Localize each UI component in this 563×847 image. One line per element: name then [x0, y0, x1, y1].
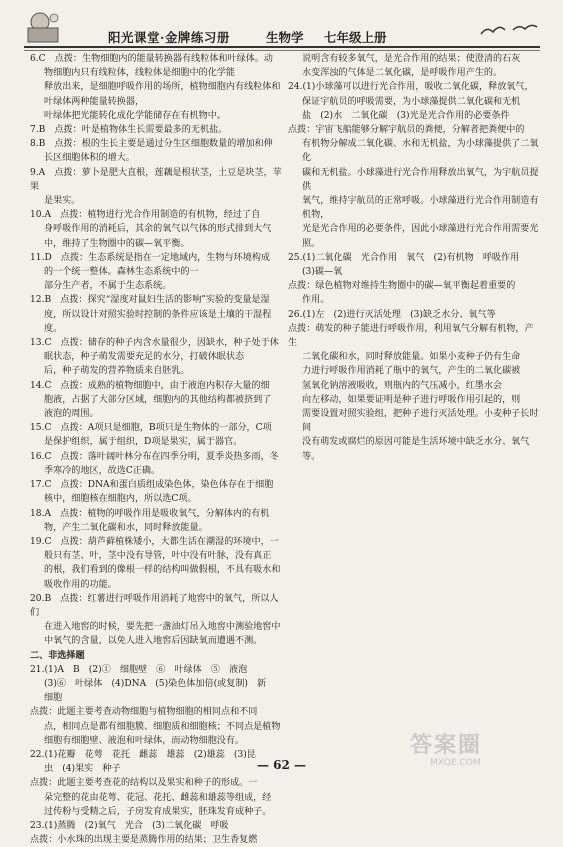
answer-line: 25.(1)二氧化碳 光合作用 氧气 (2)有机物 呼吸作用: [288, 252, 520, 263]
answer-line: 23.(1)蒸腾 (2)氧气 光合 (3)二氧化碳 呼吸: [30, 820, 229, 831]
answer-line: 20.B 点拨：红薯进行呼吸作用消耗了地窖中的氧气，所以人们: [30, 593, 279, 618]
answer-line: 力进行呼吸作用消耗了瓶中的氧气，产生的二氧化碳被: [302, 366, 521, 377]
answer-line: 氧气，维持宇航员的正常呼吸。小球藻进行光合作用制造有机物，: [302, 196, 539, 221]
answer-line: 身呼吸作用的消耗后，其余的氧气以气体的形式排到大气: [44, 224, 272, 235]
answer-line: 点拨：萌发的种子能进行呼吸作用，利用氧气分解有机物，产生: [288, 323, 534, 349]
answer-line: 叶绿体把光能转化成化学能储存在有机物中。: [44, 110, 226, 121]
left-column: [30, 52, 282, 847]
answer-line: 16.C 点拨：落叶阔叶林分布在四季分明，夏季炎热多雨，冬: [30, 451, 279, 462]
answer-line: 没有萌发或腐烂的原因可能是生活环境中缺乏水分、氧气等。: [302, 437, 530, 462]
answer-line: 13.C 点拨：储存的种子内含水量很少，因缺水，种子处于休: [30, 338, 279, 349]
right-column: [288, 52, 540, 464]
answer-line: 24.(1)小球藻可以进行光合作用，吸收二氧化碳，释放氧气，: [288, 82, 534, 93]
answer-line: 部分生产者，不属于生态系统。: [44, 281, 172, 292]
answer-line: 般只有茎、叶，茎中没有导管，叶中没有叶脉，没有真正: [44, 551, 272, 562]
answer-line: 22.(1)花瓣 花萼 花托 雌蕊 雄蕊 (2)雄蕊 (3)昆: [30, 749, 256, 760]
answer-line: 核中，细胞核在细胞内，所以选C项。: [44, 494, 197, 505]
answer-line: (3)碳—氧: [302, 267, 343, 278]
answer-line: 盐 (2)水 二氧化碳 (3)光是光合作用的必要条件: [302, 110, 510, 121]
answer-line: 季寒冷的地区，故选C正确。: [44, 465, 161, 476]
answer-line: 水变浑浊的气体是二氧化碳，是呼吸作用产生的。: [302, 68, 503, 79]
answer-line: 点拨：小水珠的出现主要是蒸腾作用的结果；卫生香复燃: [30, 835, 258, 846]
answer-line: 碳和无机盐。小球藻进行光合作用释放出氧气，为宇航员提供: [302, 167, 539, 192]
answer-line: 朵完整的花由花萼、花冠、花托、雌蕊和雄蕊等组成，经: [44, 792, 272, 803]
answer-line: 10.A 点拨：植物进行光合作用制造的有机物，经过了自: [30, 210, 261, 221]
answer-line: 12.B 点拨：探究“湿度对鼠妇生活的影响”实验的变量是湿: [30, 295, 270, 306]
page-header: [24, 10, 540, 46]
answer-line: 说明含有较多氧气，是光合作用的结果；使澄清的石灰: [302, 54, 521, 64]
answer-line: 度。: [44, 323, 63, 334]
answer-line: 中氧气的含量，以免人进入地窖后因缺氧而遭遇不测。: [44, 636, 263, 647]
answer-line: 度，所以设计对照实验时控制的条件应该是土壤的干湿程: [44, 309, 272, 320]
answer-line: 中，维持了生物圈中的碳—氧平衡。: [44, 238, 190, 249]
answer-line: 虫 (4)果实 种子: [44, 764, 121, 775]
answer-line: 11.D 点拨：生态系统是指在一定地域内，生物与环境构成: [30, 252, 271, 263]
answer-line: 细胞: [44, 693, 63, 704]
answer-line: 光是光合作用的必要条件，因此小球藻进行光合作用需要光照。: [302, 224, 539, 249]
page-number-text: — 62 —: [256, 758, 307, 772]
answer-line: 长区细胞体积的增大。: [44, 153, 135, 164]
answer-line: 18.A 点拨：植物的呼吸作用是吸收氧气，分解体内的有机: [30, 508, 270, 519]
header-rule-thin: [24, 50, 540, 51]
answer-line: 点，相同点是都有细胞膜、细胞质和细胞核；不同点是植物: [44, 721, 281, 732]
answer-line: 液泡的周围。: [44, 409, 99, 420]
grade-label: 七年级上册: [324, 30, 387, 45]
answer-line: 21.(1)A B (2)① 细胞壁 ⑥ 叶绿体 ⑤ 液泡: [30, 664, 248, 675]
answer-line: 7.B 点拨：叶是植物体生长需要最多的无机盐。: [30, 125, 228, 136]
answer-line: 眠状态，种子萌发需要充足的水分，打破休眠状态: [44, 352, 245, 363]
answer-line: 释放出来，是细胞呼吸作用的场所，植物细胞内有线粒体和叶绿体两种能量转换器，: [44, 82, 281, 107]
header-rule: [24, 46, 540, 48]
answer-line: 6.C 点拨：生物细胞内的能量转换器有线粒体和叶绿体。动: [30, 54, 273, 64]
answer-line: 15.C 点拨：A项只是细胞，B项只是生物体的一部分，C项: [30, 423, 272, 434]
answer-line: 点拨：绿色植物对维持生物圈中的碳—氧平衡起着重要的: [288, 281, 516, 292]
logo-icon: [24, 10, 64, 44]
answer-line: 有机物分解成二氧化碳、水和无机盐，为小球藻提供了二氧化: [302, 139, 539, 164]
answer-line: 19.C 点拨：葫芦藓植株矮小，大都生活在潮湿的环境中，一: [30, 536, 279, 547]
answer-line: 9.A 点拨：萝卜是肥大直根，莲藕是根状茎，土豆是块茎，苹果: [30, 167, 282, 192]
book-title: 阳光课堂·金牌练习册: [108, 30, 230, 45]
answer-line: 是果实。: [44, 196, 81, 207]
answer-line: 物细胞内只有线粒体，线粒体是细胞中的化学能: [44, 68, 235, 79]
answer-line: 的根，我们看到的像根一样的结构叫做假根，不具有吸水和: [44, 565, 281, 576]
answer-line: 点拨：此题主要考查动物细胞与植物细胞的相同点和不同: [30, 707, 258, 718]
answer-line: 26.(1)左 (2)进行灭活处理 (3)缺乏水分、氧气等: [288, 309, 496, 320]
answer-line: 细胞有细胞壁、液泡和叶绿体，而动物细胞没有。: [44, 735, 245, 746]
answer-line: 氢氧化钠溶液吸收，则瓶内的气压减小，红墨水会: [302, 380, 503, 391]
answer-line: 胞液，占据了大部分区域，细胞内的其他结构都被挤到了: [44, 394, 272, 405]
answer-line: 后，种子萌发的营养物质来自胚乳。: [44, 366, 190, 377]
answer-line: 二氧化碳和水，同时释放能量。如果小麦种子仍有生命: [302, 352, 521, 363]
page-number: [0, 758, 563, 772]
answer-line: (3)⑥ 叶绿体 (4)DNA (5)染色体加倍(或复制) 新: [44, 678, 267, 689]
answer-line: 物，产生二氧化碳和水，同时释放能量。: [44, 522, 208, 533]
answer-line: 向左移动，如果要证明是种子进行呼吸作用引起的，则: [302, 394, 521, 405]
answer-line: 二、非选择题: [30, 649, 85, 661]
answer-line: 14.C 点拨：成熟的植物细胞中，由于液泡内积存大量的细: [30, 380, 270, 391]
answer-line: 在进入地窖的时候，要先把一盏油灯吊入地窖中测验地窖中: [44, 622, 281, 633]
answer-line: 作用。: [302, 295, 330, 306]
birds-icon: [479, 20, 539, 40]
answer-line: 17.C 点拨：DNA和蛋白质组成染色体，染色体存在于细胞: [30, 480, 274, 491]
answer-line: 的一个统一整体。森林生态系统中的一: [44, 267, 199, 278]
answer-line: 过传粉与受精之后，子房发育成果实，胚珠发育成种子。: [44, 806, 272, 817]
answer-line: 点拨：此题主要考查花的结构以及果实和种子的形成。一: [30, 778, 258, 789]
answer-line: 是保护组织，属于组织，D项是果实，属于器官。: [44, 437, 243, 448]
subject-label: 生物学: [266, 30, 304, 45]
answer-line: 吸收作用的功能。: [44, 579, 117, 590]
watermark-logo: 答案圈: [410, 733, 483, 758]
answer-line: 保证宇航员的呼吸需要，为小球藻提供二氧化碳和无机: [302, 96, 521, 107]
watermark-url: MXQE.COM: [430, 758, 481, 768]
answer-line: 8.B 点拨：根的生长主要是通过分生区细胞数量的增加和伸: [30, 139, 273, 150]
answer-line: 点拨：宇宙飞船能够分解宇航员的粪便，分解者把粪便中的: [288, 125, 525, 136]
answer-line: 需要设置对照实验组，把种子进行灭活处理。小麦种子长时间: [302, 409, 539, 434]
